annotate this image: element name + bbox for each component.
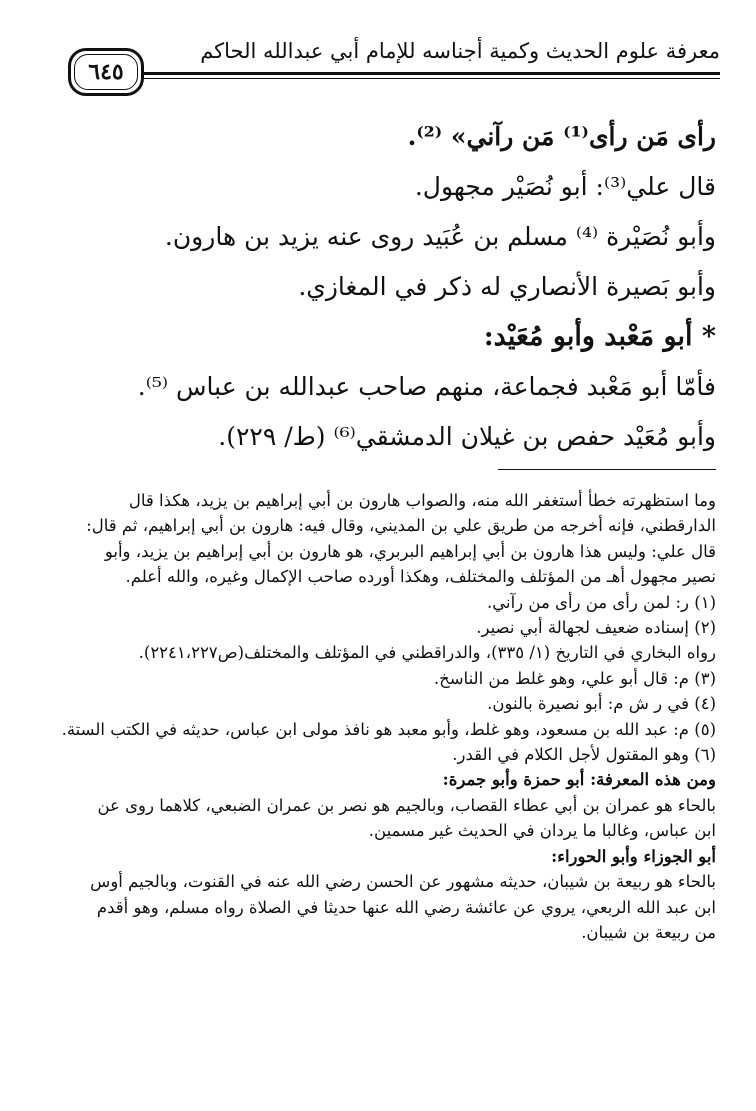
running-title: معرفة علوم الحديث وكمية أجناسه للإمام أبي عبدالله الحاكم bbox=[200, 39, 720, 63]
footnote-line: (١) ر: لمن رأى من رأى من رآني. bbox=[487, 592, 716, 612]
footnote-line: رواه البخاري في التاريخ (١/ ٣٣٥)، والدراقطني في المؤتلف والمختلف(ص٢٢٤١،٢٢٧). bbox=[138, 643, 716, 663]
footnote-line: قال علي: وليس هذا هارون بن أبي إبراهيم البربري، هو هارون بن أبي إبراهيم بن يزيد، وأبو bbox=[104, 541, 716, 561]
footnote-line: (٦) وهو المقتول لأجل الكلام في القدر. bbox=[452, 745, 716, 765]
text-line: وأبو مُعَيْد حفص بن غيلان الدمشقي⁽⁶⁾ (ط/ ٢٢٩). bbox=[218, 422, 716, 451]
footnote-line: ابن عباس، وغالبا ما يردان في الحديث غير مسمين. bbox=[368, 821, 716, 841]
section-heading: * أبو مَعْبد وأبو مُعَيْد: bbox=[483, 321, 716, 352]
text-line: رأى مَن رأى⁽¹⁾ مَن رآني» ⁽²⁾. bbox=[407, 122, 716, 151]
footnote-line: الدارقطني، فإنه أخرجه من طريق علي بن المديني، وقال فيه: هارون بن أبي إبراهيم، ثم قال: bbox=[86, 516, 716, 536]
footnote-line: (٤) في ر ش م: أبو نصيرة بالنون. bbox=[487, 694, 716, 714]
main-text bbox=[56, 112, 716, 462]
header-rule bbox=[132, 72, 720, 75]
text-line: قال علي⁽³⁾: أبو نُصَيْر مجهول. bbox=[414, 172, 716, 201]
header-rule-thin bbox=[132, 78, 720, 79]
footnote-line: (٥) م: عبد الله بن مسعود، وهو غلط، وأبو معبد هو نافذ مولى ابن عباس، حديثه في الكتب الستة. bbox=[61, 719, 716, 739]
text-line: وأبو بَصيرة الأنصاري له ذكر في المغازي. bbox=[298, 272, 716, 301]
text-line: فأمّا أبو مَعْبد فجماعة، منهم صاحب عبدالله بن عباس ⁽⁵⁾. bbox=[137, 372, 716, 401]
footnote-line: من ربيعة بن شيبان. bbox=[581, 922, 716, 942]
footnote-line: بالحاء هو ربيعة بن شيبان، حديثه مشهور عن الحسن رضي الله عنه في القنوت، وبالجيم أوس bbox=[90, 872, 716, 892]
footnote-heading: ومن هذه المعرفة: أبو حمزة وأبو جمرة: bbox=[442, 770, 716, 790]
page-number-badge: ٦٤٥ bbox=[68, 48, 144, 96]
footnote-separator bbox=[498, 469, 716, 470]
footnote-line: بالحاء هو عمران بن أبي عطاء القصاب، وبالجيم هو نصر بن عمران الضبعي، كلاهما روى عن bbox=[97, 795, 716, 815]
footnote-line: وما استظهرته خطأ أستغفر الله منه، والصواب هارون بن أبي إبراهيم بن يزيد، هكذا قال bbox=[128, 491, 716, 510]
text-line: وأبو نُصَيْرة ⁽⁴⁾ مسلم بن عُبَيد روى عنه يزيد بن هارون. bbox=[164, 222, 716, 251]
footnote-line: (٢) إسناده ضعيف لجهالة أبي نصير. bbox=[476, 618, 716, 638]
footnote-line: (٣) م: قال أبو علي، وهو غلط من الناسخ. bbox=[433, 668, 716, 688]
footnote-heading: أبو الجوزاء وأبو الحوراء: bbox=[551, 846, 716, 866]
footnotes bbox=[34, 488, 716, 945]
footnote-line: ابن عبد الله الربعي، يروي عن عائشة رضي الله عنها حديثا في الصلاة رواه مسلم، وهو أقدم bbox=[96, 897, 716, 917]
footnote-line: نصير مجهول أهـ من المؤتلف والمختلف، وهكذا أورده صاحب الإكمال وغيره، والله أعلم. bbox=[125, 567, 716, 587]
page-header bbox=[60, 28, 720, 98]
